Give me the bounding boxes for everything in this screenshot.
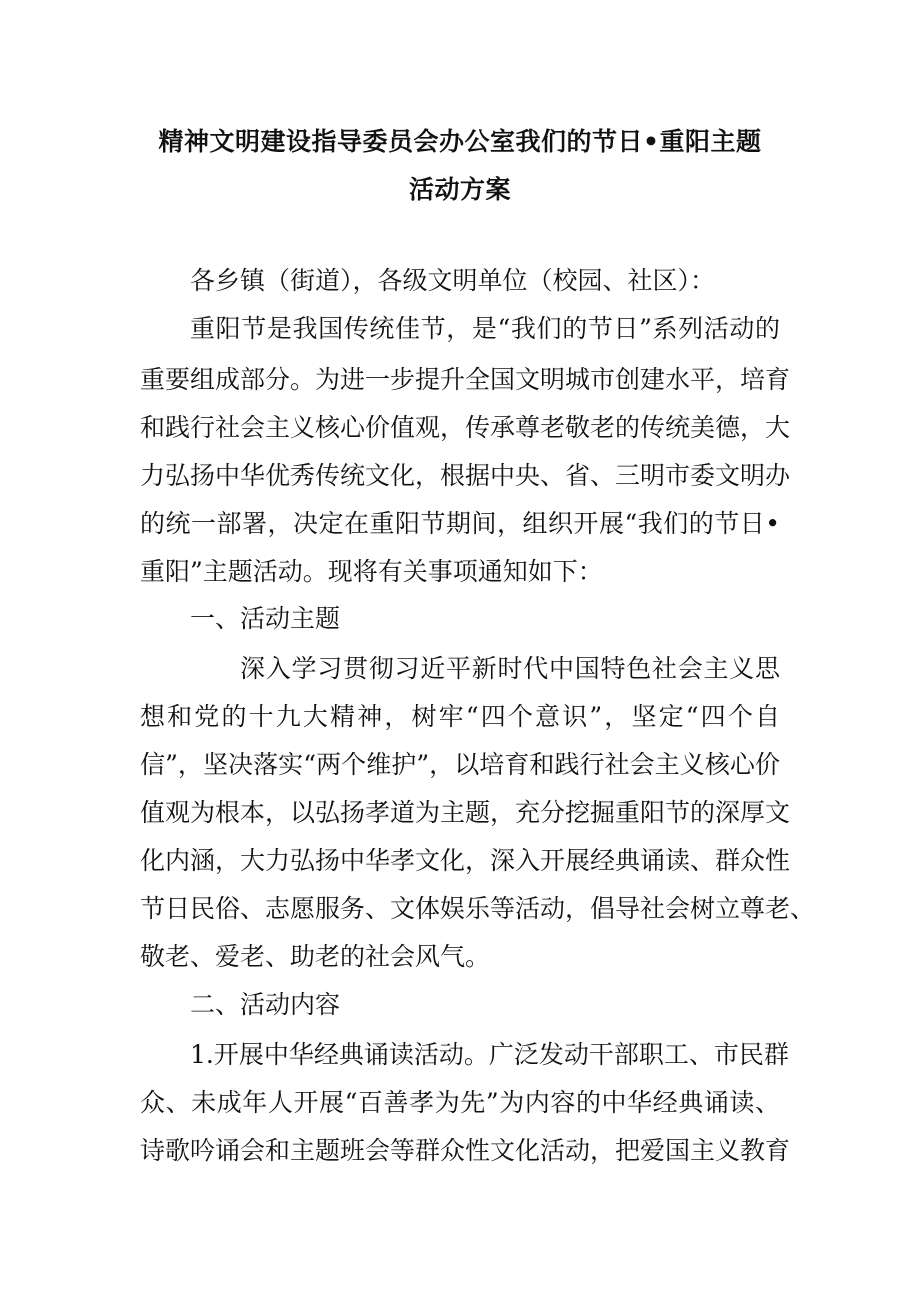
section-heading: 二、活动内容 [190,990,341,1019]
paragraph-line: 力弘扬中华优秀传统文化，根据中央、省、三明市委文明办 [140,461,791,490]
paragraph-line: 诗歌吟诵会和主题班会等群众性文化活动，把爱国主义教育 [140,1136,791,1165]
section-heading: 一、活动主题 [190,604,341,633]
paragraph-line: 众、未成年人开展“百善孝为先”为内容的中华经典诵读、 [140,1088,780,1117]
salutation: 各乡镇（街道），各级文明单位（校园、社区）： [190,266,716,295]
paragraph-line: 深入学习贯彻习近平新时代中国特色社会主义思 [240,654,780,683]
paragraph-line: 化内涵，大力弘扬中华孝文化，深入开展经典诵读、群众性 [140,846,791,875]
paragraph-line: 敬老、爱老、助老的社会风气。 [140,942,491,971]
document-title-line-1: 精神文明建设指导委员会办公室我们的节日•重阳主题 [158,127,762,156]
paragraph-line: 的统一部署，决定在重阳节期间，组织开展“我们的节日• [140,509,780,538]
paragraph-line: 信”，坚决落实“两个维护”，以培育和践行社会主义核心价 [140,750,780,779]
paragraph-line: 重阳节是我国传统佳节，是“我们的节日”系列活动的 [190,314,780,343]
paragraph-line: 值观为根本，以弘扬孝道为主题，充分挖掘重阳节的深厚文 [140,798,791,827]
paragraph-line: 重阳”主题活动。现将有关事项通知如下： [140,557,603,586]
document-title-line-2: 活动方案 [408,175,511,204]
paragraph-line: 重要组成部分。为进一步提升全国文明城市创建水平，培育 [140,365,791,394]
paragraph-line: 想和党的十九大精神，树牢“四个意识”，坚定“四个自 [140,702,780,731]
paragraph-line: 1.开展中华经典诵读活动。广泛发动干部职工、市民群 [190,1040,789,1069]
paragraph-line: 和践行社会主义核心价值观，传承尊老敬老的传统美德，大 [140,413,791,442]
paragraph-line: 节日民俗、志愿服务、文体娱乐等活动，倡导社会树立尊老、 [140,894,816,923]
